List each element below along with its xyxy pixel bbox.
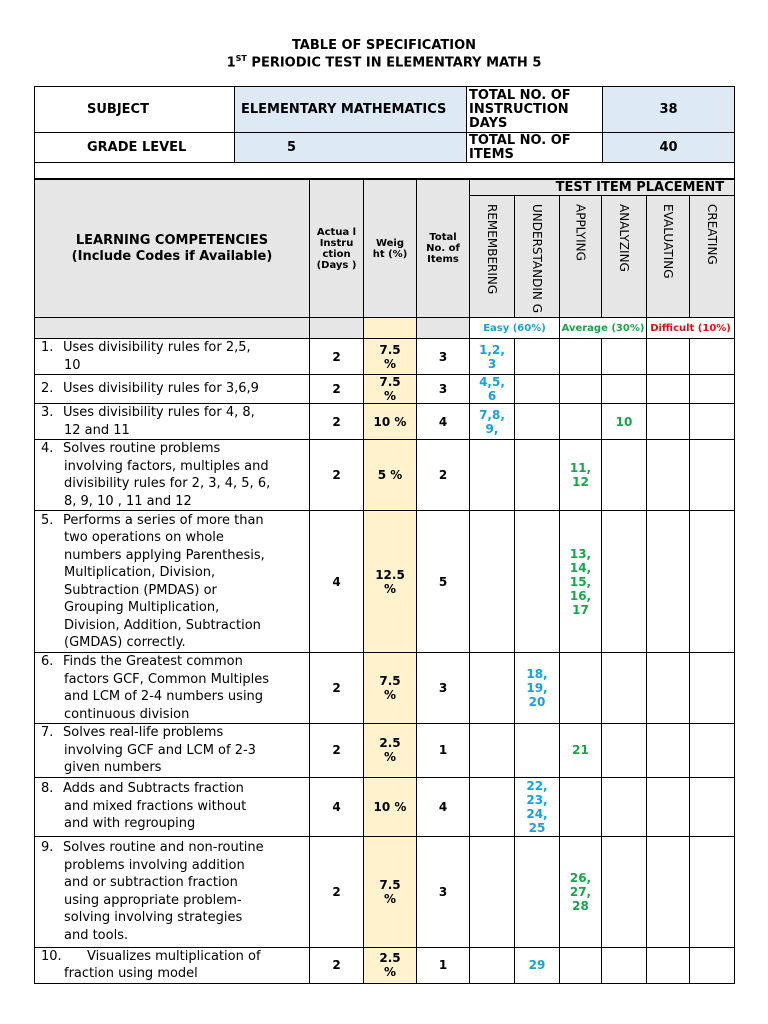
understanding-cell: 29 bbox=[515, 947, 560, 983]
subtitle-text: PERIODIC TEST IN ELEMENTARY MATH 5 bbox=[246, 55, 542, 71]
competency-number: 9. bbox=[41, 840, 54, 855]
understanding-cell bbox=[515, 339, 560, 375]
competency-text-line bbox=[41, 512, 305, 530]
remembering-cell bbox=[470, 836, 515, 947]
weight-cell: 2.5 % bbox=[364, 947, 417, 983]
competency-text: Uses divisibility rules for 2,5, bbox=[63, 340, 251, 355]
items-cell: 3 bbox=[417, 375, 470, 404]
competency-text-line: (GMDAS) correctly. bbox=[64, 635, 186, 650]
items-cell: 5 bbox=[417, 511, 470, 653]
competency-text: Uses divisibility rules for 4, 8, bbox=[63, 405, 255, 420]
level-creating-label: CREATING bbox=[705, 203, 720, 265]
remembering-cell bbox=[470, 724, 515, 778]
competency-text-line: and or subtraction fraction bbox=[64, 875, 238, 890]
applying-cell bbox=[560, 404, 602, 440]
days-cell: 2 bbox=[310, 836, 364, 947]
evaluating-cell bbox=[647, 836, 690, 947]
days-cell: 4 bbox=[310, 511, 364, 653]
level-creating bbox=[690, 196, 735, 318]
competency-text-line bbox=[41, 839, 305, 857]
weight-cell: 7.5 % bbox=[364, 836, 417, 947]
weight-cell: 7.5 % bbox=[364, 653, 417, 724]
level-understanding bbox=[515, 196, 560, 318]
applying-cell bbox=[560, 947, 602, 983]
analyzing-cell bbox=[602, 339, 647, 375]
applying-cell: 11, 12 bbox=[560, 440, 602, 511]
weight-cell: 10 % bbox=[364, 777, 417, 836]
remembering-cell bbox=[470, 947, 515, 983]
competency-cell bbox=[35, 836, 310, 947]
competency-table bbox=[34, 179, 735, 984]
competency-text-line bbox=[41, 404, 305, 422]
items-cell: 1 bbox=[417, 947, 470, 983]
analyzing-cell bbox=[602, 836, 647, 947]
competency-cell bbox=[35, 947, 310, 983]
level-evaluating-label: EVALUATING bbox=[661, 203, 675, 279]
competency-text-line bbox=[41, 339, 305, 357]
evaluating-cell bbox=[647, 653, 690, 724]
competency-cell bbox=[35, 724, 310, 778]
understanding-cell bbox=[515, 375, 560, 404]
difficulty-spacer bbox=[35, 318, 310, 339]
level-applying-label: APPLYING bbox=[573, 203, 588, 261]
competency-text-line: problems involving addition bbox=[64, 857, 245, 873]
competency-text-line: solving involving strategies bbox=[64, 910, 243, 925]
competency-text: Solves routine and non-routine bbox=[63, 840, 264, 855]
competencies-header-title: LEARNING COMPETENCIES bbox=[75, 232, 269, 248]
level-remembering bbox=[470, 196, 515, 318]
competency-text: Performs a series of more than bbox=[63, 512, 264, 528]
competency-text-line: divisibility rules for 2, 3, 4, 5, 6, bbox=[64, 476, 271, 491]
table-row bbox=[35, 511, 735, 653]
understanding-cell: 22, 23, 24, 25 bbox=[515, 777, 560, 836]
competency-number: 2. bbox=[41, 381, 54, 397]
table-row bbox=[35, 339, 735, 375]
creating-cell bbox=[690, 777, 735, 836]
competency-rows bbox=[35, 339, 735, 984]
analyzing-cell: 10 bbox=[602, 404, 647, 440]
competency-number: 1. bbox=[41, 340, 54, 355]
competency-text-line bbox=[41, 440, 305, 458]
competency-text-line: Grouping Multiplication, bbox=[64, 600, 220, 615]
competency-text-line bbox=[41, 780, 305, 798]
competency-cell bbox=[35, 777, 310, 836]
competency-text-line: 12 and 11 bbox=[64, 422, 130, 438]
competency-cell bbox=[35, 440, 310, 511]
evaluating-cell bbox=[647, 375, 690, 404]
understanding-cell bbox=[515, 836, 560, 947]
competency-text-line: given numbers bbox=[64, 760, 162, 775]
competency-text-line: involving factors, multiples and bbox=[64, 458, 269, 474]
days-cell: 2 bbox=[310, 440, 364, 511]
grade-label: GRADE LEVEL bbox=[35, 133, 235, 163]
competency-number: 10. bbox=[41, 948, 62, 964]
competency-text-line: fraction using model bbox=[64, 966, 198, 981]
competency-text-line: 8, 9, 10 , 11 and 12 bbox=[64, 493, 192, 509]
competency-text-line: and tools. bbox=[64, 927, 129, 943]
creating-cell bbox=[690, 511, 735, 653]
competency-text-line: and with regrouping bbox=[64, 816, 196, 832]
difficulty-difficult: Difficult (10%) bbox=[647, 318, 735, 339]
competencies-header bbox=[35, 180, 310, 318]
competency-text-line bbox=[41, 948, 305, 966]
evaluating-cell bbox=[647, 404, 690, 440]
competency-text-line: and mixed fractions without bbox=[64, 798, 247, 814]
items-cell: 2 bbox=[417, 440, 470, 511]
competency-text-line: Multiplication, Division, bbox=[64, 565, 216, 580]
evaluating-cell bbox=[647, 440, 690, 511]
competency-text-line: two operations on whole bbox=[64, 530, 224, 545]
understanding-cell bbox=[515, 724, 560, 778]
grade-value: 5 bbox=[235, 133, 467, 163]
applying-cell bbox=[560, 339, 602, 375]
competency-text-line bbox=[41, 380, 305, 398]
remembering-cell: 7,8, 9, bbox=[470, 404, 515, 440]
creating-cell bbox=[690, 404, 735, 440]
competency-text: Solves routine problems bbox=[63, 441, 221, 456]
competency-text-line bbox=[41, 724, 305, 742]
evaluating-cell bbox=[647, 339, 690, 375]
weight-cell: 10 % bbox=[364, 404, 417, 440]
creating-cell bbox=[690, 653, 735, 724]
analyzing-cell bbox=[602, 511, 647, 653]
difficulty-spacer bbox=[310, 318, 364, 339]
remembering-cell bbox=[470, 653, 515, 724]
subtitle-number: 1 bbox=[226, 55, 236, 71]
days-header: Actua l Instru ction (Days ) bbox=[310, 180, 364, 318]
creating-cell bbox=[690, 375, 735, 404]
weight-cell: 5 % bbox=[364, 440, 417, 511]
weight-header: Weig ht (%) bbox=[364, 180, 417, 318]
days-value: 38 bbox=[603, 87, 735, 133]
analyzing-cell bbox=[602, 653, 647, 724]
competency-cell bbox=[35, 404, 310, 440]
competency-text-line: factors GCF, Common Multiples bbox=[64, 671, 269, 687]
competency-text-line bbox=[41, 653, 305, 671]
remembering-cell bbox=[470, 777, 515, 836]
remembering-cell: 4,5, 6 bbox=[470, 375, 515, 404]
competencies-header-sub: (Include Codes if Available) bbox=[71, 248, 273, 264]
understanding-cell: 18, 19, 20 bbox=[515, 653, 560, 724]
items-cell: 4 bbox=[417, 404, 470, 440]
level-remembering-label: REMEMBERING bbox=[485, 203, 499, 294]
items-cell: 4 bbox=[417, 777, 470, 836]
analyzing-cell bbox=[602, 724, 647, 778]
applying-cell: 13, 14, 15, 16, 17 bbox=[560, 511, 602, 653]
days-cell: 2 bbox=[310, 375, 364, 404]
weight-cell: 7.5 % bbox=[364, 339, 417, 375]
competency-cell bbox=[35, 653, 310, 724]
spacer-row bbox=[35, 163, 735, 179]
table-row bbox=[35, 404, 735, 440]
competency-cell bbox=[35, 375, 310, 404]
items-cell: 3 bbox=[417, 339, 470, 375]
competency-number: 7. bbox=[41, 725, 54, 740]
competency-text: Visualizes multiplication of bbox=[87, 948, 261, 964]
applying-cell bbox=[560, 777, 602, 836]
items-cell: 3 bbox=[417, 653, 470, 724]
understanding-cell bbox=[515, 511, 560, 653]
creating-cell bbox=[690, 339, 735, 375]
difficulty-average: Average (30%) bbox=[560, 318, 647, 339]
competency-cell bbox=[35, 339, 310, 375]
evaluating-cell bbox=[647, 724, 690, 778]
understanding-cell bbox=[515, 440, 560, 511]
competency-text-line: 10 bbox=[64, 357, 81, 373]
table-row bbox=[35, 947, 735, 983]
competency-cell bbox=[35, 511, 310, 653]
days-label: TOTAL NO. OF INSTRUCTION DAYS bbox=[467, 87, 603, 133]
subtitle-superscript: ST bbox=[235, 54, 247, 63]
evaluating-cell bbox=[647, 511, 690, 653]
days-cell: 4 bbox=[310, 777, 364, 836]
competency-number: 3. bbox=[41, 405, 54, 420]
creating-cell bbox=[690, 724, 735, 778]
subject-value: ELEMENTARY MATHEMATICS bbox=[235, 87, 467, 133]
level-applying bbox=[560, 196, 602, 318]
days-cell: 2 bbox=[310, 724, 364, 778]
competency-number: 8. bbox=[41, 781, 54, 797]
items-cell: 3 bbox=[417, 836, 470, 947]
placement-header: TEST ITEM PLACEMENT bbox=[470, 180, 735, 196]
creating-cell bbox=[690, 947, 735, 983]
competency-text-line: Division, Addition, Subtraction bbox=[64, 617, 261, 633]
table-row bbox=[35, 836, 735, 947]
competency-number: 5. bbox=[41, 512, 54, 528]
level-analyzing bbox=[602, 196, 647, 318]
level-evaluating bbox=[647, 196, 690, 318]
competency-text-line: and LCM of 2-4 numbers using bbox=[64, 689, 264, 704]
weight-cell: 12.5 % bbox=[364, 511, 417, 653]
creating-cell bbox=[690, 836, 735, 947]
understanding-cell bbox=[515, 404, 560, 440]
remembering-cell: 1,2, 3 bbox=[470, 339, 515, 375]
days-cell: 2 bbox=[310, 947, 364, 983]
days-cell: 2 bbox=[310, 339, 364, 375]
document-title: TABLE OF SPECIFICATION bbox=[291, 38, 477, 53]
table-row bbox=[35, 440, 735, 511]
competency-text: Adds and Subtracts fraction bbox=[63, 781, 244, 797]
competency-text: Solves real-life problems bbox=[63, 725, 224, 740]
days-cell: 2 bbox=[310, 653, 364, 724]
table-row bbox=[35, 375, 735, 404]
level-understanding-label: UNDERSTANDIN G bbox=[530, 203, 544, 313]
remembering-cell bbox=[470, 511, 515, 653]
analyzing-cell bbox=[602, 777, 647, 836]
competency-text-line: using appropriate problem- bbox=[64, 892, 242, 908]
remembering-cell bbox=[470, 440, 515, 511]
weight-cell: 2.5 % bbox=[364, 724, 417, 778]
table-row bbox=[35, 653, 735, 724]
evaluating-cell bbox=[647, 947, 690, 983]
competency-text: Uses divisibility rules for 3,6,9 bbox=[63, 381, 259, 397]
competency-text: Finds the Greatest common bbox=[63, 654, 243, 669]
days-cell: 2 bbox=[310, 404, 364, 440]
evaluating-cell bbox=[647, 777, 690, 836]
difficulty-spacer bbox=[364, 318, 417, 339]
competency-text-line: Subtraction (PMDAS) or bbox=[64, 582, 217, 598]
creating-cell bbox=[690, 440, 735, 511]
analyzing-cell bbox=[602, 440, 647, 511]
table-row bbox=[35, 724, 735, 778]
applying-cell bbox=[560, 375, 602, 404]
applying-cell: 21 bbox=[560, 724, 602, 778]
document-subtitle bbox=[0, 54, 768, 70]
info-table bbox=[34, 86, 735, 179]
competency-text-line: continuous division bbox=[64, 706, 190, 722]
difficulty-spacer bbox=[417, 318, 470, 339]
table-row bbox=[35, 777, 735, 836]
competency-text-line: numbers applying Parenthesis, bbox=[64, 547, 265, 563]
items-label: TOTAL NO. OF ITEMS bbox=[467, 133, 603, 163]
applying-cell: 26, 27, 28 bbox=[560, 836, 602, 947]
subject-label: SUBJECT bbox=[35, 87, 235, 133]
applying-cell bbox=[560, 653, 602, 724]
level-analyzing-label: ANALYZING bbox=[617, 203, 631, 272]
items-cell: 1 bbox=[417, 724, 470, 778]
competency-number: 6. bbox=[41, 654, 54, 669]
items-value: 40 bbox=[603, 133, 735, 163]
weight-cell: 7.5 % bbox=[364, 375, 417, 404]
analyzing-cell bbox=[602, 375, 647, 404]
competency-text-line: involving GCF and LCM of 2-3 bbox=[64, 742, 256, 758]
total-items-header: Total No. of Items bbox=[417, 180, 470, 318]
difficulty-easy: Easy (60%) bbox=[470, 318, 560, 339]
competency-number: 4. bbox=[41, 441, 54, 456]
analyzing-cell bbox=[602, 947, 647, 983]
